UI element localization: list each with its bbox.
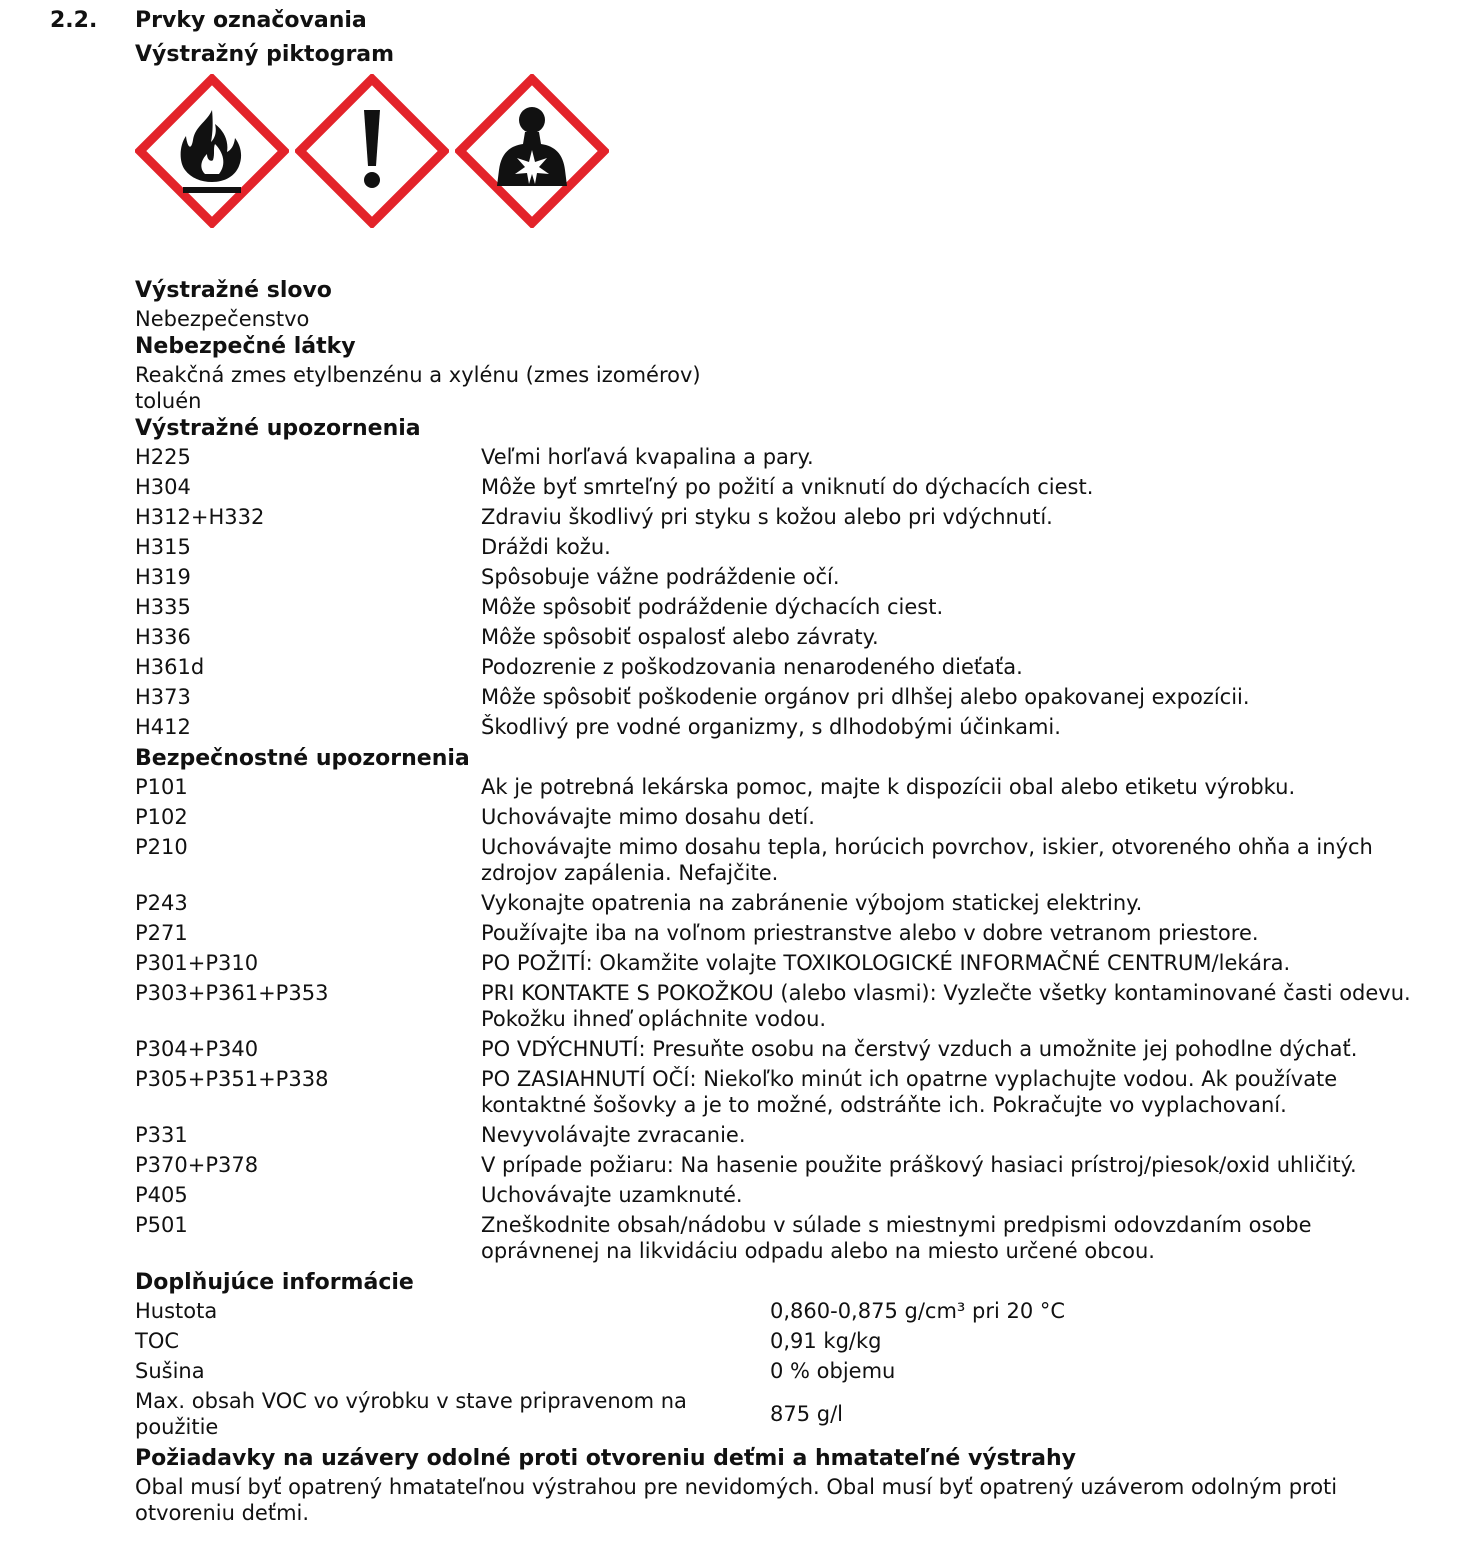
hazard-row — [135, 714, 1425, 740]
hazard-code: H312+H332 — [135, 505, 265, 529]
precaution-text: PO VDÝCHNUTÍ: Presuňte osobu na čerstvý vzduch a umožnite jej pohodlne dýchať. — [481, 1037, 1358, 1061]
hazard-text: Podozrenie z poškodzovania nenarodeného dieťaťa. — [481, 655, 1023, 679]
precautionary-statements-list — [135, 774, 1425, 1264]
hazard-row — [135, 534, 1425, 560]
precaution-row — [135, 1066, 1425, 1118]
precaution-text: Vykonajte opatrenia na zabránenie výbojom statickej elektriny. — [481, 891, 1143, 915]
precaution-code: P305+P351+P338 — [135, 1067, 329, 1091]
precaution-row — [135, 980, 1425, 1032]
supplementary-label: Max. obsah VOC vo výrobku v stave pripravenom na použitie — [135, 1389, 687, 1439]
supplementary-row — [135, 1298, 1425, 1324]
precaution-row — [135, 774, 1425, 800]
precaution-text: Ak je potrebná lekárska pomoc, majte k dispozícii obal alebo etiketu výrobku. — [481, 775, 1296, 799]
exclamation-icon — [295, 74, 449, 228]
hazardous-substance: Reakčná zmes etylbenzénu a xylénu (zmes izomérov) — [135, 363, 701, 387]
precaution-code: P102 — [135, 805, 188, 829]
precaution-text: PO ZASIAHNUTÍ OČÍ: Niekoľko minút ich opatrne vyplachujte vodou. Ak používate kontaktné šošovky a je to možné, odstráňte ich. Pokračujte vo vyplachovaní. — [481, 1067, 1338, 1117]
hazard-text: Dráždi kožu. — [481, 535, 611, 559]
supplementary-heading: Doplňujúce informácie — [135, 1270, 414, 1295]
precaution-text: PO POŽITÍ: Okamžite volajte TOXIKOLOGICKÉ INFORMAČNÉ CENTRUM/lekára. — [481, 951, 1291, 975]
hazard-text: Škodlivý pre vodné organizmy, s dlhodobými účinkami. — [481, 715, 1061, 739]
hazard-text: Môže spôsobiť poškodenie orgánov pri dlhšej alebo opakovanej expozícii. — [481, 685, 1250, 709]
hazard-code: H373 — [135, 685, 191, 709]
supplementary-label: TOC — [135, 1329, 180, 1353]
hazard-row — [135, 684, 1425, 710]
precaution-code: P303+P361+P353 — [135, 981, 329, 1005]
hazard-row — [135, 504, 1425, 530]
supplementary-row — [135, 1358, 1425, 1384]
supplementary-label: Sušina — [135, 1359, 205, 1383]
precaution-code: P271 — [135, 921, 188, 945]
hazard-code: H304 — [135, 475, 191, 499]
supplementary-value: 0,860-0,875 g/cm³ pri 20 °C — [770, 1299, 1066, 1323]
labelling-content — [135, 40, 1425, 1526]
precaution-code: P370+P378 — [135, 1153, 259, 1177]
hazard-text: Zdraviu škodlivý pri styku s kožou alebo pri vdýchnutí. — [481, 505, 1053, 529]
precaution-row — [135, 1182, 1425, 1208]
supplementary-label: Hustota — [135, 1299, 218, 1323]
child-resistant-text: Obal musí byť opatrený hmatateľnou výstrahou pre nevidomých. Obal musí byť opatrený uzáverom odolným proti otvoreniu deťmi. — [135, 1475, 1338, 1525]
hazard-row — [135, 444, 1425, 470]
supplementary-row — [135, 1328, 1425, 1354]
hazardous-substances-heading: Nebezpečné látky — [135, 334, 356, 359]
precaution-row — [135, 920, 1425, 946]
supplementary-value: 0,91 kg/kg — [770, 1329, 882, 1353]
precaution-text: Uchovávajte mimo dosahu detí. — [481, 805, 815, 829]
precaution-row — [135, 950, 1425, 976]
hazard-row — [135, 474, 1425, 500]
hazard-text: Môže spôsobiť ospalosť alebo závraty. — [481, 625, 879, 649]
hazard-statements-heading: Výstražné upozornenia — [135, 416, 421, 441]
hazard-text: Veľmi horľavá kvapalina a pary. — [481, 445, 814, 469]
precaution-text: V prípade požiaru: Na hasenie použite práškový hasiaci prístroj/piesok/oxid uhličitý. — [481, 1153, 1357, 1177]
hazard-code: H225 — [135, 445, 191, 469]
signal-word-heading: Výstražné slovo — [135, 278, 332, 303]
hazard-code: H361d — [135, 655, 205, 679]
supplementary-value: 875 g/l — [770, 1402, 843, 1426]
health-hazard-icon — [455, 74, 609, 228]
hazard-row — [135, 564, 1425, 590]
hazard-row — [135, 654, 1425, 680]
flame-icon — [135, 74, 289, 228]
precaution-row — [135, 890, 1425, 916]
precaution-row — [135, 1036, 1425, 1062]
precaution-row — [135, 1152, 1425, 1178]
hazard-text: Môže spôsobiť podráždenie dýchacích ciest. — [481, 595, 944, 619]
section-title: Prvky označovania — [135, 8, 367, 33]
child-resistant-heading: Požiadavky na uzávery odolné proti otvoreniu deťmi a hmatateľné výstrahy — [135, 1446, 1076, 1471]
hazard-code: H412 — [135, 715, 191, 739]
hazard-statements-list — [135, 444, 1425, 740]
precautionary-statements-heading: Bezpečnostné upozornenia — [135, 746, 470, 771]
precaution-text: Uchovávajte uzamknuté. — [481, 1183, 743, 1207]
hazard-code: H336 — [135, 625, 191, 649]
section-number: 2.2. — [50, 8, 98, 33]
precaution-row — [135, 1122, 1425, 1148]
precaution-code: P501 — [135, 1213, 188, 1237]
precaution-code: P301+P310 — [135, 951, 259, 975]
precaution-text: Nevyvolávajte zvracanie. — [481, 1123, 746, 1147]
pictogram-heading: Výstražný piktogram — [135, 42, 395, 67]
supplementary-value: 0 % objemu — [770, 1359, 896, 1383]
pictogram-row — [135, 74, 1425, 226]
hazard-code: H315 — [135, 535, 191, 559]
precaution-code: P331 — [135, 1123, 188, 1147]
precaution-text: Používajte iba na voľnom priestranstve alebo v dobre vetranom priestore. — [481, 921, 1259, 945]
precaution-code: P101 — [135, 775, 188, 799]
precaution-row — [135, 1212, 1425, 1264]
precaution-code: P210 — [135, 835, 188, 859]
hazard-text: Spôsobuje vážne podráždenie očí. — [481, 565, 840, 589]
hazard-row — [135, 624, 1425, 650]
hazard-text: Môže byť smrteľný po požití a vniknutí do dýchacích ciest. — [481, 475, 1094, 499]
precaution-text: PRI KONTAKTE S POKOŽKOU (alebo vlasmi): Vyzlečte všetky kontaminované časti odevu. Pokožku ihneď opláchnite vodou. — [481, 981, 1411, 1031]
hazard-row — [135, 594, 1425, 620]
hazardous-substance: toluén — [135, 389, 202, 413]
precaution-text: Zneškodnite obsah/nádobu v súlade s miestnymi predpismi odovzdaním osobe oprávnenej na likvidáciu odpadu alebo na miesto určené obcou. — [481, 1213, 1312, 1263]
supplementary-list — [135, 1298, 1425, 1440]
hazard-code: H335 — [135, 595, 191, 619]
precaution-code: P243 — [135, 891, 188, 915]
hazard-code: H319 — [135, 565, 191, 589]
precaution-row — [135, 804, 1425, 830]
signal-word-value: Nebezpečenstvo — [135, 307, 310, 331]
precaution-code: P405 — [135, 1183, 188, 1207]
supplementary-row — [135, 1388, 1425, 1440]
precaution-code: P304+P340 — [135, 1037, 259, 1061]
precaution-row — [135, 834, 1425, 886]
precaution-text: Uchovávajte mimo dosahu tepla, horúcich povrchov, iskier, otvoreného ohňa a iných zdrojov zapálenia. Nefajčite. — [481, 835, 1373, 885]
